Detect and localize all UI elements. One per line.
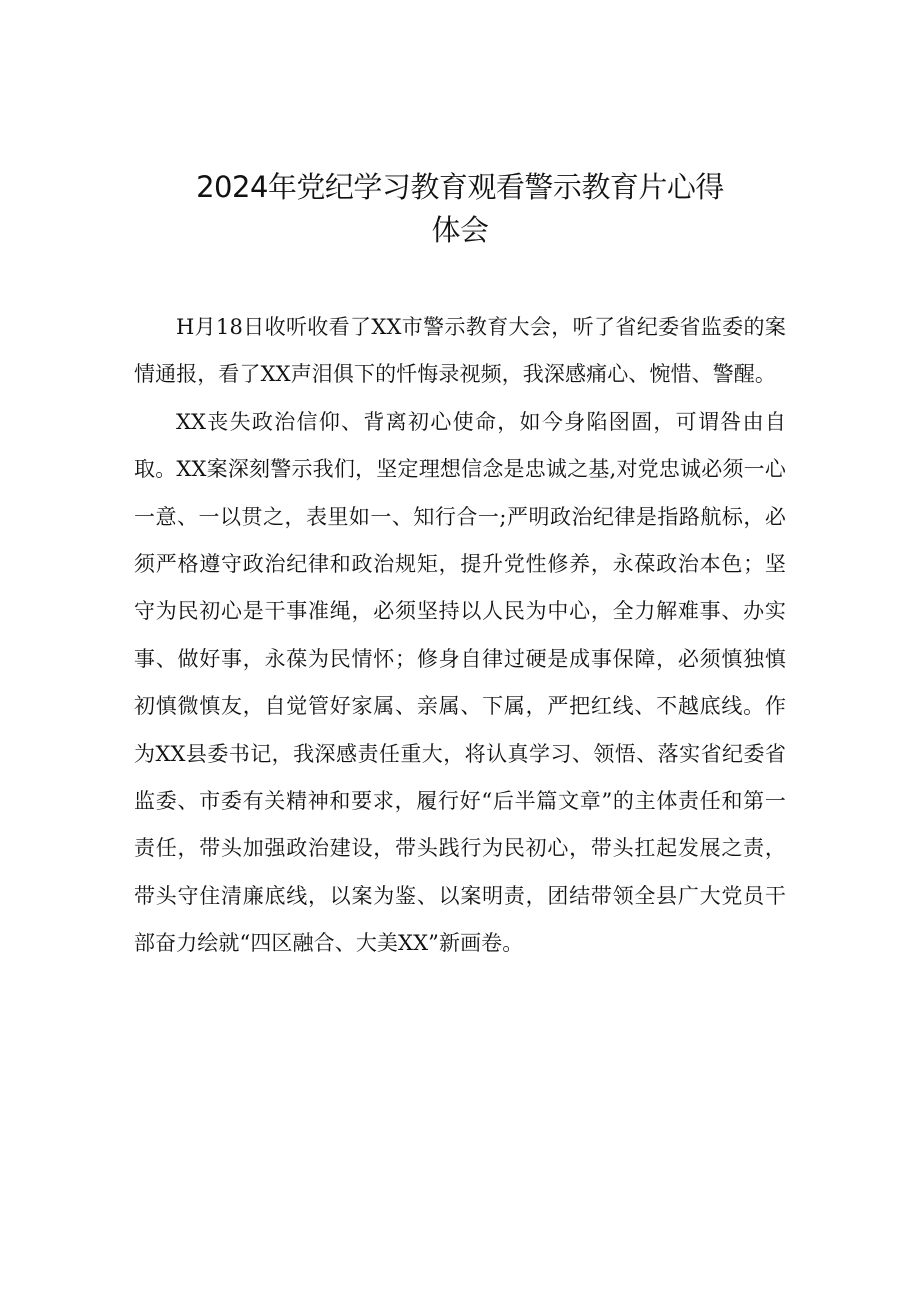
paragraph-1: H月18日收听收看了XX市警示教育大会，听了省纪委省监委的案情通报，看了XX声泪俱下的忏悔录视频，我深感痛心、惋惜、警醒。 — [134, 315, 786, 387]
title-line-1: 2024年党纪学习教育观看警示教育片心得 — [196, 170, 724, 204]
document-title — [0, 166, 920, 252]
document-body — [134, 304, 786, 968]
title-line-2: 体会 — [431, 213, 489, 247]
paragraph-2: XX丧失政治信仰、背离初心使命，如今身陷囹圄，可谓咎由自取。XX案深刻警示我们，坚定理想信念是忠诚之基,对党忠诚必须一心一意、一以贯之，表里如一、知行合一;严明政治纪律是指路航标，必须严格遵守政治纪律和政治规矩，提升党性修养，永葆政治本色；坚守为民初心是干事准绳，必须坚持以人民为中心，全力解难事、办实事、做好事，永葆为民情怀；修身自律过硬是成事保障，必须慎独慎初慎微慎友，自觉管好家属、亲属、下属，严把红线、不越底线。作为XX县委书记，我深感责任重大，将认真学习、领悟、落实省纪委省监委、市委有关精神和要求，履行好“后半篇文章”的主体责任和第一责任，带头加强政治建设，带头践行为民初心，带头扛起发展之责，带头守住清廉底线，以案为鉴、以案明责，团结带领全县广大党员干部奋力绘就“四区融合、大美XX”新画卷。 — [134, 409, 786, 956]
